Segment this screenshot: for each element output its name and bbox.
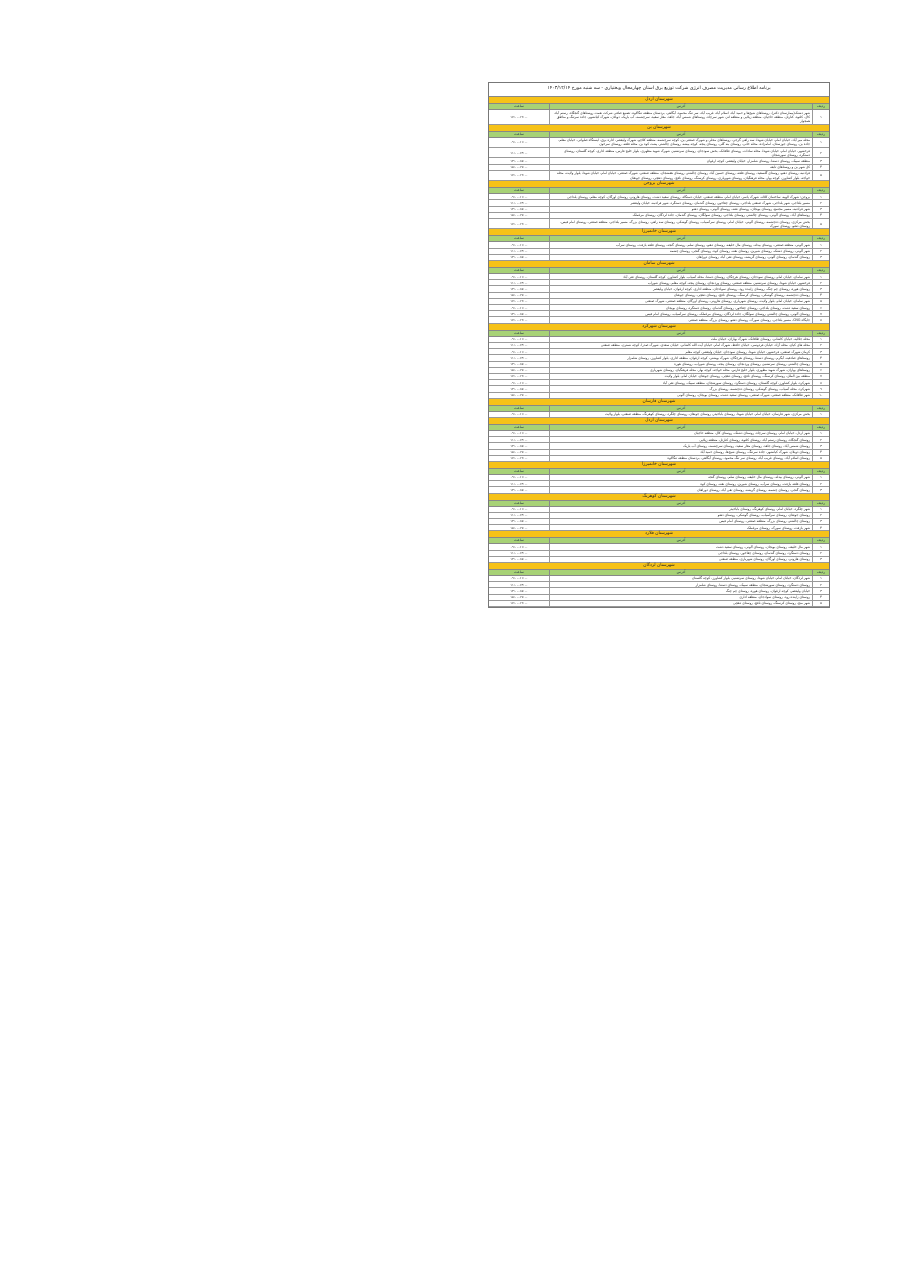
section-header: شهرستان اردل bbox=[489, 418, 829, 425]
column-header-index: ردیف bbox=[812, 132, 829, 137]
row-area: شهر دشتک(بیمارستان دکتر)، روستاهای شیخ‌ها و حمید آباد، اسلام آباد، غریب آباد، سر تنگ محمود، آبگاهی، بردستان منطقه تنگاکوه، تصنیع صافی شرکت نعمت روستاهای گنجگاه، رستم آباد، کال، کلتوه، کنارتل، منطقه حاجیان، منطقه زیلایی و منطقه لنز، شهر سرچاه، روستاهای شمس آباد، جاهد، مغار سفید، سرچشمه، آب باریک، دوبلان، شهرک کیانشهر، جاده سرتنگ و مناطق همجوار bbox=[549, 110, 812, 124]
row-index: ۳ bbox=[812, 443, 829, 448]
row-area: روستاهای صادقیه، آبگرم، روستای دستنا، روستای هرچگان، شهرک بهشتی، کوچه ارغوان، منطقه اداری، بلوار کشاورز، روستای شلمزار bbox=[549, 355, 812, 360]
row-index: ۳ bbox=[812, 158, 829, 163]
table-row bbox=[489, 219, 829, 229]
column-header-time: ساعت bbox=[514, 424, 524, 429]
column-header-time: ساعت bbox=[514, 104, 524, 108]
row-time: ۱۱:۰۰-۱۳:۰۰ bbox=[510, 343, 528, 348]
row-area: روستای هارونی، روستای اورگان، روستای شهریاری، منطقه صنعتی bbox=[549, 557, 812, 562]
column-header-index: ردیف bbox=[812, 268, 829, 273]
row-area: مسیر بلداجی، شهر بلداجی، شهرک صنعتی بلداجی، روستای چغاخور، روستای گندمان، روستای دستگرد، شهر فرادنبه، خیابان ولیعصر bbox=[549, 200, 812, 205]
row-index: ۲ bbox=[812, 343, 829, 348]
row-time: ۱۱:۰۰-۱۳:۰۰ bbox=[510, 437, 528, 442]
row-index: ۴ bbox=[812, 595, 829, 600]
row-area: روستای گنجگاه، روستای رستم آباد، روستای کلتوه، روستای کنارتل، منطقه زیلایی bbox=[549, 437, 812, 442]
row-area: روستای هوره، روستای چم چنگ، روستای زاینده رود، روستای سوادجان، منطقه اداری، کوچه ارغوان، خیابان ولیعصر bbox=[549, 286, 812, 291]
row-index: ۴ bbox=[812, 213, 829, 218]
row-time: ۱۵:۰۰-۱۷:۰۰ bbox=[510, 213, 528, 218]
row-time: ۱۷:۰۰-۱۹:۰۰ bbox=[510, 317, 528, 322]
row-time: ۱۱:۰۰-۱۳:۰۰ bbox=[510, 200, 528, 205]
row-time: ۱۵:۰۰-۱۷:۰۰ bbox=[510, 393, 528, 398]
row-area: روستای ده‌چشمه، روستای گوشکی، روستای کرسنگ، روستای نافچ، روستای دهچی، روستای جونقان bbox=[549, 293, 812, 298]
column-header-index: ردیف bbox=[812, 236, 829, 241]
row-index: ۵ bbox=[812, 171, 829, 180]
row-time: ۰۹:۰۰-۱۱:۰۰ bbox=[510, 242, 528, 247]
row-area: بخش مرکزی، شهر فارسان، خیابان امام، خیابان شهدا، روستای باباحیدر، روستای جونقان، روستای چلگرد، روستای کوهرنگ، منطقه صنعتی، بلوار ولایت bbox=[549, 412, 812, 417]
column-header-area: آدرس bbox=[549, 104, 812, 109]
row-area: شهر آلونی، روستای دشتک، روستای شیرین، روستای نقنه، روستای کوه، روستای گنجی، روستای چشمه bbox=[549, 249, 812, 254]
row-time: ۱۵:۰۰-۱۷:۰۰ bbox=[510, 368, 528, 373]
section-header: شهرستان کوهرنگ bbox=[489, 494, 829, 501]
row-area: روستای زاینده رود، روستای سوادجان، منطقه اداری bbox=[549, 595, 812, 600]
row-area: روستاهای آباد، روستای آلونی، روستای چالشتر، روستای بلداجی، روستای سولگان، روستای گندمان، جاده لردگان، روستای مرغملک bbox=[549, 213, 812, 218]
row-time: ۰۹:۰۰-۱۱:۰۰ bbox=[510, 305, 528, 310]
column-header-index: ردیف bbox=[812, 331, 829, 336]
row-index: ۳ bbox=[812, 286, 829, 291]
row-time: ۱۳:۰۰-۱۵:۰۰ bbox=[510, 386, 528, 391]
row-time: ۱۳:۰۰-۱۵:۰۰ bbox=[510, 487, 528, 492]
row-area: روستای جونقان، روستای سرآسیاب، روستای گوشکی، روستای دهنو bbox=[549, 513, 812, 518]
column-header-time: ساعت bbox=[514, 188, 524, 193]
row-index: ۵ bbox=[812, 456, 829, 461]
column-header-time: ساعت bbox=[514, 268, 524, 273]
section-header: شهرستان خانمیرزا bbox=[489, 462, 829, 469]
row-time: ۱۷:۰۰-۱۹:۰۰ bbox=[510, 374, 528, 379]
sections-container bbox=[489, 97, 829, 607]
row-index: ۶ bbox=[812, 305, 829, 310]
row-index: ۱ bbox=[812, 242, 829, 247]
table-row bbox=[489, 601, 829, 607]
row-area: محله های کیان، محله آزاد، خیابان فردوسی، خیابان حافظ، شهرک امام، خیابان آیت الله کاشانی، خیابان سعدی، شهرک صدرا، کوچه نسترن، منطقه صنعتی bbox=[549, 343, 812, 348]
column-header-index: ردیف bbox=[812, 188, 829, 193]
row-index: ۳ bbox=[812, 255, 829, 260]
row-index: ۶ bbox=[812, 368, 829, 373]
row-time: ۱۱:۰۰-۱۳:۰۰ bbox=[510, 551, 528, 556]
row-time: ۱۳:۰۰-۱۵:۰۰ bbox=[510, 443, 528, 448]
row-index: ۳ bbox=[812, 207, 829, 212]
row-index: ۲ bbox=[812, 249, 829, 254]
column-header-time: ساعت bbox=[514, 538, 524, 543]
row-area: روستای گندمان، روستای آلونی، روستای گریشه، روستای تقی آباد، روستای دوراهان bbox=[549, 255, 812, 260]
row-area: روستاهای بهاران، شهرک شهید مطهری، بلوار خلیج فارس، محله خواجه، کوچه بهار، محله فرهنگیان، روستای شهریاری bbox=[549, 368, 812, 373]
row-time: ۰۹:۰۰-۱۱:۰۰ bbox=[510, 194, 528, 199]
row-index: ۲ bbox=[812, 280, 829, 285]
section-header: شهرستان فارسان bbox=[489, 399, 829, 406]
row-area: شهر مال خلیفه، روستای بویجان، روستای آلونی، روستای سفید دشت bbox=[549, 544, 812, 549]
row-time: ۱۷:۰۰-۱۹:۰۰ bbox=[510, 221, 528, 226]
row-index: ۷ bbox=[812, 374, 829, 379]
column-header-time: ساعت bbox=[514, 131, 524, 136]
row-time: ۱۵:۰۰-۱۷:۰۰ bbox=[510, 595, 528, 600]
row-time: ۱۳:۰۰-۱۵:۰۰ bbox=[510, 519, 528, 524]
row-time: ۱۱:۰۰-۱۳:۰۰ bbox=[510, 513, 528, 518]
row-index: ۱ bbox=[812, 337, 829, 342]
row-index: ۳ bbox=[812, 519, 829, 524]
row-area: شهر چلگرد، خیابان امام، روستای کوهرنگ، روستای باباحیدر bbox=[549, 507, 812, 512]
row-index: ۲ bbox=[812, 513, 829, 518]
section-header: شهرستان فلارد bbox=[489, 531, 829, 538]
row-index: ۵ bbox=[812, 601, 829, 606]
row-time: ۱۵:۰۰-۱۷:۰۰ bbox=[510, 165, 528, 170]
column-header-area: آدرس bbox=[549, 469, 812, 474]
column-header-time: ساعت bbox=[514, 405, 524, 410]
row-time: ۱۳:۰۰-۱۵:۰۰ bbox=[510, 286, 528, 291]
row-index: ۱ bbox=[812, 475, 829, 480]
document-title: برنامه اطلاع رسانی مدیریت مصرف انرژی شرکت توزیع برق استان چهارمحال وبختیاری - سه شنبه مورخ ۱۴۰۳/۱۲/۱۴ bbox=[489, 83, 829, 97]
row-time: ۰۹:۰۰-۱۱:۰۰ bbox=[510, 274, 528, 279]
table-row bbox=[489, 148, 829, 158]
row-index: ۳ bbox=[812, 557, 829, 562]
row-time: ۰۹:۰۰-۱۱:۰۰ bbox=[510, 475, 528, 480]
row-index: ۵ bbox=[812, 362, 829, 367]
row-area: محله جلالیه، خیابان کاشانی، روستای طاقانک، شهرک بهاران، خیابان ملت bbox=[549, 337, 812, 342]
row-area: شهر لردگان، خیابان امام، خیابان شهدا، روستای سرتشنیز، بلوار کشاورز، کوچه گلستان bbox=[549, 576, 812, 581]
row-area: فرخشهر، خیابان شهدا، روستای سرتشنیز، منطقه صنعتی، روستای وردنجان، روستای پنجه، کوچه معلم، روستای شوراب bbox=[549, 280, 812, 285]
section-header: شهرستان خانمیرزا bbox=[489, 229, 829, 236]
row-index: ۲ bbox=[812, 437, 829, 442]
row-area: جایگاه CNG، مسیر بلداجی، روستای سورک، روستای دهنو، روستای بزرگ، منطقه صنعتی bbox=[549, 317, 812, 322]
row-index: ۴ bbox=[812, 525, 829, 530]
row-time: ۰۹:۰۰-۱۱:۰۰ bbox=[510, 576, 528, 581]
row-time: ۰۹:۰۰-۱۱:۰۰ bbox=[510, 431, 528, 436]
column-header-area: آدرس bbox=[549, 425, 812, 430]
row-time: ۱۱:۰۰-۱۳:۰۰ bbox=[510, 582, 528, 587]
row-time: ۱۷:۰۰-۱۹:۰۰ bbox=[510, 601, 528, 606]
column-header-area: آدرس bbox=[549, 331, 812, 336]
row-time: ۰۹:۰۰-۱۱:۰۰ bbox=[510, 337, 528, 342]
row-time: ۱۷:۰۰-۱۹:۰۰ bbox=[510, 173, 528, 178]
row-index: ۳ bbox=[812, 588, 829, 593]
row-time: ۱۱:۰۰-۱۳:۰۰ bbox=[510, 355, 528, 360]
row-index: ۱ bbox=[812, 507, 829, 512]
row-area: روستای چالشتر، روستای بزرگ، منطقه صنعتی، روستای امام قیس bbox=[549, 519, 812, 524]
row-area: روستای اسلام آباد، روستای غریب آباد، روستای سر تنگ محمود، روستای آبگاهی، بردستان منطقه تنگاکوه bbox=[549, 456, 812, 461]
column-header-area: آدرس bbox=[549, 188, 812, 193]
column-header-area: آدرس bbox=[549, 268, 812, 273]
column-header-area: آدرس bbox=[549, 132, 812, 137]
column-header-time: ساعت bbox=[514, 236, 524, 241]
row-time: ۱۱:۰۰-۱۳:۰۰ bbox=[510, 150, 528, 155]
row-time: ۰۹:۰۰-۱۱:۰۰ bbox=[510, 544, 528, 549]
row-time: ۱۵:۰۰-۱۷:۰۰ bbox=[510, 450, 528, 455]
row-area: شهر طاقانک، منطقه صنعتی، شهرک صنعتی، روستای سفید دشت، روستای بویجان، روستای آلونی bbox=[549, 393, 812, 398]
row-index: ۲ bbox=[812, 582, 829, 587]
row-time: ۱۳:۰۰-۱۵:۰۰ bbox=[510, 362, 528, 366]
row-time: ۱۷:۰۰-۱۹:۰۰ bbox=[510, 114, 528, 119]
column-header-index: ردیف bbox=[812, 469, 829, 474]
row-area: فرخشهر، خیابان امام، خیابان شهدا، محله سادات، روستای طاقانک، بخش سودجان، روستای سرتشنیز، شهرک شهید مطهری، بلوار خلیج فارس، منطقه اداری، کوچه گلستان، روستای دستگرد، روستای سورشجان bbox=[549, 148, 812, 157]
row-time: ۱۷:۰۰-۱۹:۰۰ bbox=[510, 456, 528, 461]
row-area: روستای دوبلان، شهرک کیانشهر، جاده سرتنگ، روستای شیخ‌ها، روستای حمید آباد bbox=[549, 450, 812, 455]
row-time: ۱۳:۰۰-۱۵:۰۰ bbox=[510, 158, 528, 163]
row-index: ۳ bbox=[812, 487, 829, 492]
section-header: شهرستان لردگان bbox=[489, 563, 829, 570]
column-header-time: ساعت bbox=[514, 468, 524, 473]
column-header-index: ردیف bbox=[812, 538, 829, 543]
row-area: فرادنبه، روستای دهنو، روستای گلسفید، روستای قلعه، روستای حسین آباد، روستای چالشتر، روستای هفشجان، منطقه صنعتی، شهرک صنعتی، خیابان امام، خیابان شهدا، بلوار ولایت، محله خواجه، بلوار کشاورز، کوچه بهار، محله فرهنگیان، روستای شهریاری، روستای کرسنگ، روستای نافچ، روستای دهچی، روستای جونقان bbox=[549, 171, 812, 180]
row-area: شهرکرد، بلوار کشاورز، کوچه گلستان، روستای دستگرد، روستای سورشجان، منطقه سیبک، روستای تقی آباد bbox=[549, 380, 812, 385]
row-index: ۱ bbox=[812, 138, 829, 147]
column-header-index: ردیف bbox=[812, 425, 829, 430]
row-index: ۴ bbox=[812, 355, 829, 360]
column-header-index: ردیف bbox=[812, 570, 829, 575]
row-area: روستای سفید دشت، روستای بلداجی، روستای چغاخور، روستای گندمان، روستای دستگرد، روستای بویجان bbox=[549, 305, 812, 310]
row-time: ۱۳:۰۰-۱۵:۰۰ bbox=[510, 255, 528, 260]
row-area: روستای آلونی، روستای چالشتر، روستای سولگان، جاده لردگان، روستای مرغملک، روستای سرآسیاب، روستای امام قیس bbox=[549, 311, 812, 316]
column-header-time: ساعت bbox=[514, 330, 524, 335]
row-index: ۲ bbox=[812, 481, 829, 486]
row-time: ۱۱:۰۰-۱۳:۰۰ bbox=[510, 249, 528, 254]
row-area: منطقه سیبک، روستای دستنا، روستای شلمزار، خیابان ولیعصر، کوچه ارغوان bbox=[549, 158, 812, 163]
row-area: بخش مرکزی، روستای ده‌چشمه، روستای آلونی، خیابان امام، روستای سرآسیاب، روستای گوشکی، روستای سه راهی، روستای بزرگ، مسیر بلداجی، منطقه صنعتی، روستای امام قیس، روستای دهنو، روستای سورک bbox=[549, 219, 812, 228]
row-index: ۱ bbox=[812, 274, 829, 279]
column-header-index: ردیف bbox=[812, 104, 829, 109]
row-index: ۱ bbox=[812, 412, 829, 417]
row-area: شهر اردل، خیابان امام، روستای سرچاه، روستای دشتک، روستای کال، منطقه حاجیان bbox=[549, 431, 812, 436]
section-header: شهرستان شهرکرد bbox=[489, 324, 829, 331]
row-index: ۲ bbox=[812, 200, 829, 205]
row-index: ۸ bbox=[812, 317, 829, 322]
row-area: کرمان شهرک صنعتی، فرخشهر، خیابان شهدا، روستای سودجان، خیابان ولیعصر، کوچه معلم bbox=[549, 349, 812, 354]
row-area: شهر آلونی، منطقه صنعتی، روستای بیدله، روستای مال خلیفه، روستای دهنو، روستای سلم، روستای گنجه، روستای قلعه بازفت، روستای سرآب bbox=[549, 242, 812, 247]
row-area: منطقه بین الملل، روستای کرسنگ، روستای نافچ، روستای دهچی، روستای جونقان، خیابان امام، بلوار ولایت bbox=[549, 374, 812, 379]
row-area: روستای شمس آباد، روستای جاهد، روستای مغار سفید، روستای سرچشمه، روستای آب باریک bbox=[549, 443, 812, 448]
row-time: ۰۹:۰۰-۱۱:۰۰ bbox=[510, 349, 528, 354]
row-area: شهر آلونی، روستای بیدله، روستای مال خلیفه، روستای سلم، روستای گنجه bbox=[549, 475, 812, 480]
row-index: ۴ bbox=[812, 450, 829, 455]
row-index: ۱ bbox=[812, 576, 829, 581]
row-time: ۱۳:۰۰-۱۵:۰۰ bbox=[510, 311, 528, 316]
row-time: ۰۹:۰۰-۱۱:۰۰ bbox=[510, 507, 528, 512]
table-row bbox=[489, 110, 829, 125]
row-index: ۹ bbox=[812, 386, 829, 391]
column-header-index: ردیف bbox=[812, 501, 829, 506]
row-index: ۱ bbox=[812, 194, 829, 199]
row-index: ۴ bbox=[812, 293, 829, 298]
row-area: خیابان ولیعصر، کوچه ارغوان، روستای هوره، روستای چم چنگ bbox=[549, 588, 812, 593]
column-header-area: آدرس bbox=[549, 236, 812, 241]
row-index: ۲ bbox=[812, 148, 829, 157]
column-header-area: آدرس bbox=[549, 570, 812, 575]
row-time: ۱۳:۰۰-۱۵:۰۰ bbox=[510, 588, 528, 593]
row-area: کل شهر بن و روستاهای تابعه bbox=[549, 165, 812, 170]
row-index: ۵ bbox=[812, 219, 829, 228]
section-header: شهرستان سامان bbox=[489, 261, 829, 268]
row-area: روستای گنجی، روستای چشمه، روستای گریشه، روستای تقی آباد، روستای دوراهان bbox=[549, 487, 812, 492]
section-header: شهرستان بن bbox=[489, 125, 829, 132]
row-time: ۰۹:۰۰-۱۱:۰۰ bbox=[510, 140, 528, 145]
column-header-time: ساعت bbox=[514, 500, 524, 505]
row-time: ۰۹:۰۰-۱۱:۰۰ bbox=[510, 412, 528, 417]
row-area: روستای قلعه بازفت، روستای سرآب، روستای شیرین، روستای نقنه، روستای کوه bbox=[549, 481, 812, 486]
row-index: ۵ bbox=[812, 299, 829, 304]
row-time: ۱۷:۰۰-۱۹:۰۰ bbox=[510, 299, 528, 304]
row-time: ۱۱:۰۰-۱۳:۰۰ bbox=[510, 280, 528, 285]
row-index: ۱۰ bbox=[812, 393, 829, 398]
row-area: شهر منج، روستای کرسنگ، روستای نافچ، روستای دهچی bbox=[549, 601, 812, 606]
row-index: ۲ bbox=[812, 551, 829, 556]
row-time: ۰۹:۰۰-۱۱:۰۰ bbox=[510, 380, 528, 385]
row-index: ۱ bbox=[812, 110, 829, 124]
row-area: بروجن: شهرک الهیه، ساختمان کلاله، شهرک یاسر، خیابان امام، منطقه صنعتی، خیابان دستگاه، روستای سفید دشت، روستای هارونی، روستای اورگان، کوچه معلم، روستای بلداجی bbox=[549, 194, 812, 199]
row-area: شهر فرادنبه، مسیر مجتمع، روستای بویجان، روستای نقنه، روستای آلونی، روستای دهنو bbox=[549, 207, 812, 212]
row-index: ۱ bbox=[812, 431, 829, 436]
row-area: روستای چالشتر، روستای سرتشنیز، روستای وردنجان، روستای پنجه، روستای شوراب، روستای هوره bbox=[549, 362, 812, 367]
schedule-table bbox=[488, 82, 830, 608]
row-index: ۸ bbox=[812, 380, 829, 385]
row-time: ۱۵:۰۰-۱۷:۰۰ bbox=[510, 525, 528, 530]
row-index: ۱ bbox=[812, 544, 829, 549]
table-row bbox=[489, 138, 829, 148]
column-header-area: آدرس bbox=[549, 501, 812, 506]
column-header-area: آدرس bbox=[549, 538, 812, 543]
section-header: شهرستان اردل bbox=[489, 97, 829, 104]
column-header-index: ردیف bbox=[812, 406, 829, 411]
row-area: شهر سامان، خیابان امام، روستای سودجان، روستای هرچگان، روستای دستنا، محله آسیاب، بلوار کشاورز، کوچه گلستان، روستای تقی آباد bbox=[549, 274, 812, 279]
row-index: ۴ bbox=[812, 165, 829, 170]
row-time: ۱۵:۰۰-۱۷:۰۰ bbox=[510, 293, 528, 298]
row-index: ۳ bbox=[812, 349, 829, 354]
column-header-area: آدرس bbox=[549, 406, 812, 411]
section-header: شهرستان بروجن bbox=[489, 181, 829, 188]
row-area: شهرکرد، محله آسیاب، روستای گوشکی، روستای ده‌چشمه، روستای بزرگ bbox=[549, 386, 812, 391]
row-area: روستای دستگرد، روستای گندمان، روستای چغاخور، روستای بلداجی bbox=[549, 551, 812, 556]
row-index: ۷ bbox=[812, 311, 829, 316]
row-time: ۱۱:۰۰-۱۳:۰۰ bbox=[510, 481, 528, 486]
row-area: محله میر آباد، خیابان امام، خیابان شهدا، سه راهی گرجی، روستاهای محلی و شهرک صنعتی بن، کوچه سرچشمه، منطقه کلاچو، شهرک ولیعصر، اداره برق، ایستگاه صلواتی، خیابان معلم، جاده بن، روستای جوزستان، امامزاده، محله خانی، روستای بنه گلی، روستای پنجه، کوچه بیشه، روستای چالشتر، پشت کوه بن، محله قلعه، روستای سرخون bbox=[549, 138, 812, 147]
row-time: ۱۳:۰۰-۱۵:۰۰ bbox=[510, 207, 528, 212]
row-area: روستای دستگرد، روستای سورشجان، منطقه سیبک، روستای دستنا، روستای شلمزار bbox=[549, 582, 812, 587]
row-area: شهر سامان، خیابان امام، بلوار ولایت، روستای شهریاری، روستای هارونی، روستای اورگان، منطقه صنعتی، شهرک صنعتی bbox=[549, 299, 812, 304]
row-time: ۱۳:۰۰-۱۵:۰۰ bbox=[510, 557, 528, 562]
column-header-time: ساعت bbox=[514, 569, 524, 574]
row-area: شهر بازفت، روستای سورک، روستای مرغملک bbox=[549, 525, 812, 530]
table-row bbox=[489, 171, 829, 181]
